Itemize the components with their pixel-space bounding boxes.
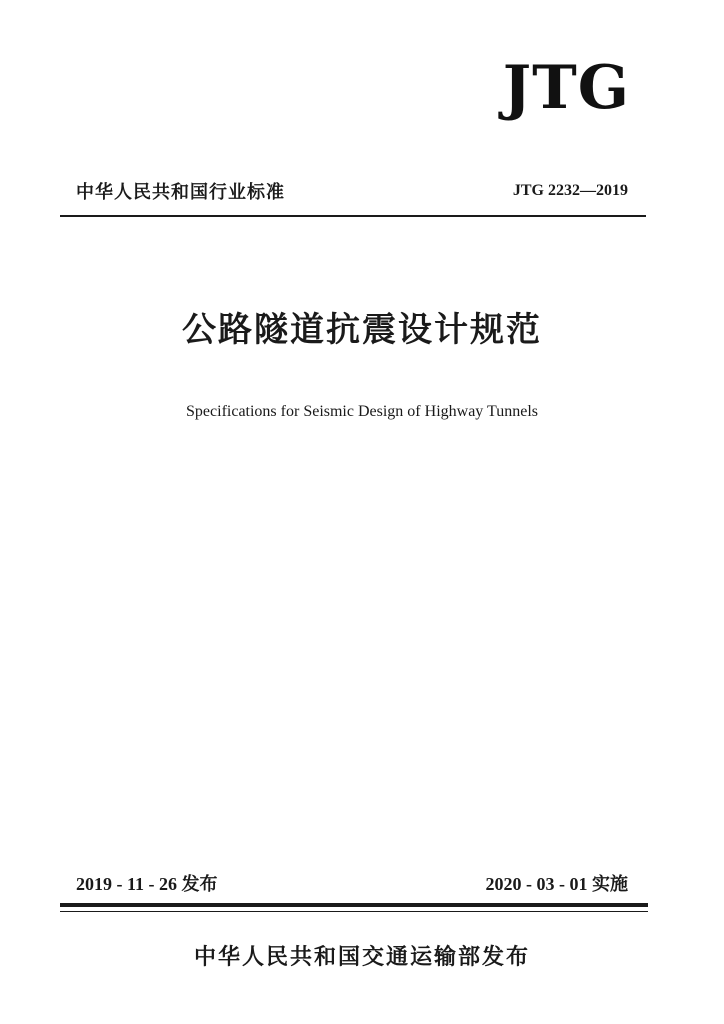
document-title-english: Specifications for Seismic Design of Highway Tunnels [186, 403, 538, 420]
header-divider [60, 215, 646, 217]
implementation-date: 2020 - 03 - 01 实施 [485, 874, 628, 894]
document-title-chinese: 公路隧道抗震设计规范 [182, 310, 542, 350]
publisher: 中华人民共和国交通运输部发布 [193, 945, 530, 970]
footer-divider-thick [60, 903, 648, 907]
issue-date: 2019 - 11 - 26 发布 [76, 874, 218, 894]
standard-category: 中华人民共和国行业标准 [76, 182, 285, 203]
standard-number: JTG 2232—2019 [512, 182, 628, 199]
footer-divider-thin [60, 911, 648, 912]
jtg-logo: JTG [502, 53, 630, 123]
